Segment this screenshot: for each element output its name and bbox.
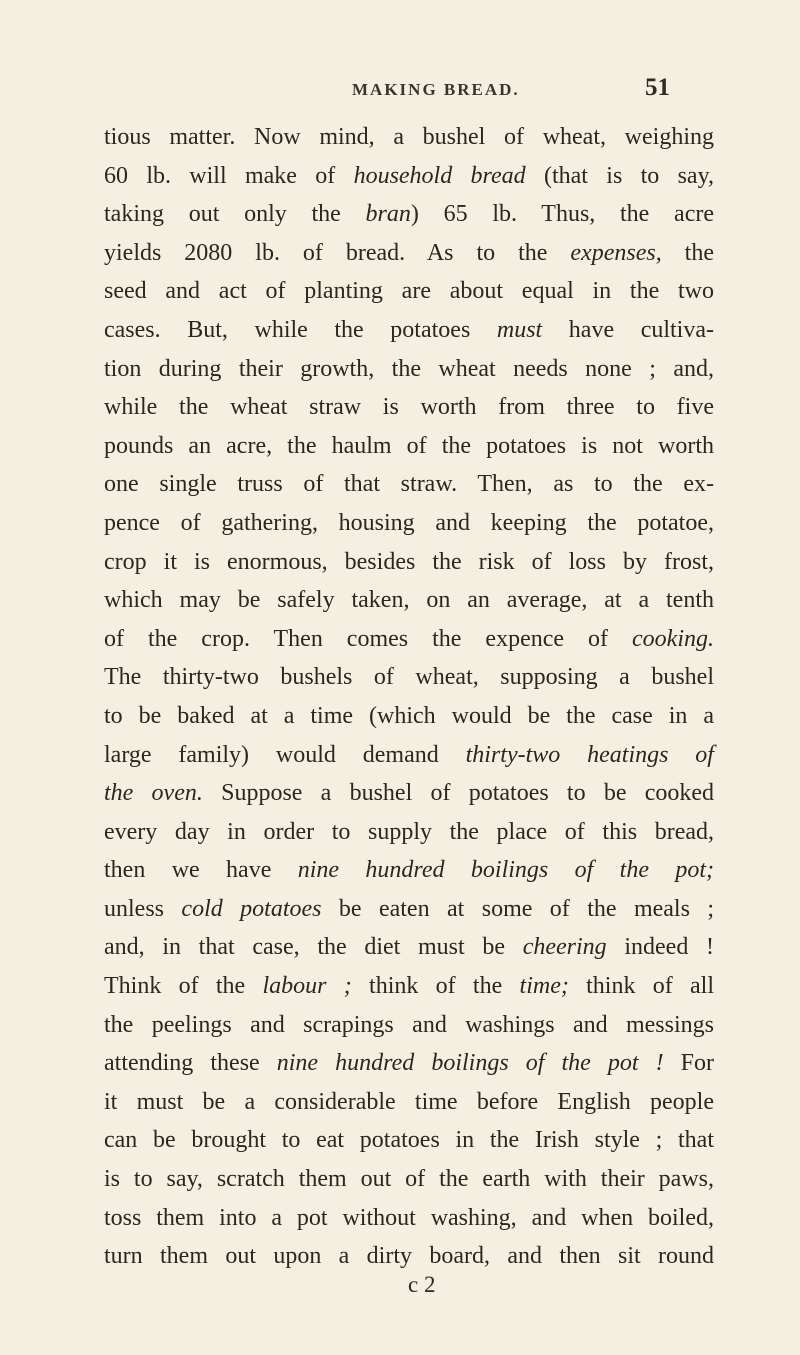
- text-line: [104, 388, 714, 427]
- text-line: [104, 118, 714, 157]
- text-run: indeed !: [606, 934, 714, 961]
- text-line: [104, 774, 714, 813]
- text-run: seed and act of planting are about equal in the two: [104, 278, 714, 305]
- running-title: MAKING BREAD.: [352, 80, 520, 99]
- text-run: For: [663, 1050, 715, 1077]
- running-head: [0, 74, 800, 108]
- text-line: [104, 928, 714, 967]
- italic-text: nine hundred boilings of the pot;: [297, 857, 715, 884]
- text-line: [104, 967, 714, 1006]
- text-run: the peelings and scrapings and washings and messings: [104, 1011, 714, 1038]
- italic-text: cold potatoes: [181, 895, 322, 922]
- italic-text: expenses,: [570, 239, 662, 266]
- italic-text: time;: [519, 973, 569, 1000]
- text-run: crop it is enormous, besides the risk of loss by frost,: [104, 548, 714, 575]
- text-line: [104, 1006, 714, 1045]
- italic-text: labour ;: [262, 973, 352, 1000]
- body-text: [104, 118, 714, 1276]
- text-line: [104, 1199, 714, 1238]
- text-line: [104, 697, 714, 736]
- text-run: while the wheat straw is worth from three to five: [104, 394, 714, 421]
- text-line: [104, 272, 714, 311]
- text-run: large family) would demand: [104, 741, 466, 768]
- text-line: [104, 1083, 714, 1122]
- italic-text: must: [496, 316, 543, 343]
- text-line: [104, 234, 714, 273]
- text-line: [104, 350, 714, 389]
- text-line: [104, 427, 714, 466]
- text-run: think of all: [568, 973, 714, 1000]
- page-number: 51: [645, 74, 670, 101]
- text-run: then we have: [104, 857, 298, 884]
- text-line: [104, 658, 714, 697]
- text-run: turn them out upon a dirty board, and then sit round: [104, 1243, 714, 1270]
- text-run: taking out only the: [104, 201, 366, 228]
- signature-mark: c 2: [408, 1272, 436, 1297]
- text-line: [104, 620, 714, 659]
- text-line: [104, 736, 714, 775]
- text-line: [104, 504, 714, 543]
- text-run: think of the: [351, 973, 520, 1000]
- text-run: which may be safely taken, on an average, at a tenth: [104, 587, 714, 614]
- italic-text: bran: [365, 201, 411, 228]
- text-line: [104, 157, 714, 196]
- text-run: can be brought to eat potatoes in the Irish style ; that: [104, 1127, 714, 1154]
- text-line: [104, 195, 714, 234]
- text-line: [104, 1237, 714, 1276]
- text-run: have cultiva-: [542, 316, 714, 343]
- text-line: [104, 813, 714, 852]
- text-run: it must be a considerable time before English people: [104, 1088, 714, 1115]
- text-line: [104, 1044, 714, 1083]
- text-run: yields 2080 lb. of bread. As to the: [104, 239, 571, 266]
- text-line: [104, 543, 714, 582]
- text-run: the: [661, 239, 714, 266]
- italic-text: thirty-two heatings of: [465, 741, 714, 768]
- text-line: [104, 1160, 714, 1199]
- italic-text: cheering: [522, 934, 607, 961]
- italic-text: the oven.: [104, 780, 203, 807]
- text-run: 60 lb. will make of: [104, 162, 354, 189]
- text-run: one single truss of that straw. Then, as to the ex-: [104, 471, 714, 498]
- text-run: tious matter. Now mind, a bushel of wheat, weighing: [104, 124, 714, 150]
- text-run: cases. But, while the potatoes: [104, 316, 497, 343]
- text-line: [104, 851, 714, 890]
- text-run: Suppose a bushel of potatoes to be cooked: [202, 780, 715, 807]
- text-run: every day in order to supply the place of this bread,: [104, 818, 714, 845]
- text-run: toss them into a pot without washing, and when boiled,: [104, 1204, 714, 1231]
- text-run: of the crop. Then comes the expence of: [104, 625, 633, 652]
- text-line: [104, 465, 714, 504]
- text-run: ) 65 lb. Thus, the acre: [410, 201, 714, 228]
- text-run: be eaten at some of the meals ;: [321, 895, 715, 922]
- text-line: [104, 890, 714, 929]
- text-run: Think of the: [104, 973, 263, 1000]
- text-run: to be baked at a time (which would be the case in a: [104, 702, 714, 729]
- italic-text: cooking.: [632, 625, 714, 652]
- text-line: [104, 1121, 714, 1160]
- text-run: unless: [104, 895, 182, 922]
- text-line: [104, 581, 714, 620]
- text-run: tion during their growth, the wheat needs none ; and,: [104, 355, 714, 382]
- text-run: pence of gathering, housing and keeping the potatoe,: [104, 509, 714, 536]
- text-run: (that is to say,: [525, 162, 715, 189]
- text-run: pounds an acre, the haulm of the potatoes is not worth: [104, 432, 714, 459]
- text-run: is to say, scratch them out of the earth with their paws,: [104, 1166, 714, 1193]
- italic-text: nine hundred boilings of the pot !: [276, 1050, 664, 1077]
- text-run: The thirty-two bushels of wheat, supposing a bushel: [104, 664, 714, 691]
- text-run: attending these: [104, 1050, 277, 1077]
- text-line: [104, 311, 714, 350]
- italic-text: household bread: [353, 162, 526, 189]
- text-run: and, in that case, the diet must be: [104, 934, 523, 961]
